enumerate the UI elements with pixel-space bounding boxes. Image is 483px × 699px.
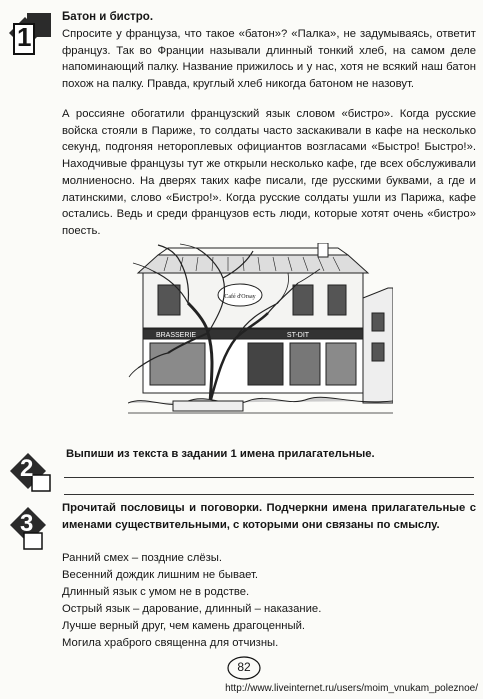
footer-url[interactable]: http://www.liveinternet.ru/users/moim_vnukam_poleznoe/ [225,683,478,694]
task-2-number: 2 [20,455,34,482]
proverb-2: Весенний дождик лишним не бывает. [62,569,259,581]
proverb-3: Длинный язык с умом не в родстве. [62,586,250,598]
proverb-4: Острый язык – дарование, длинный – наказание. [62,603,322,615]
proverb-1: Ранний смех – поздние слёзы. [62,552,223,564]
task-2-badge [6,449,54,493]
illustration-sign-2: BRASSERIE [155,332,197,339]
proverb-5: Лучше верный друг, чем камень драгоценный. [62,620,306,632]
answer-line-2 [64,494,474,495]
proverb-6: Могила храброго священна для отчизны. [62,637,279,649]
task-3-number: 3 [20,510,34,537]
task-1-badge [5,9,53,61]
illustration-sign-1: Café d'Orsay [224,294,256,300]
task-2-instruction: Выпиши из текста в задании 1 имена прилагательные. [66,448,375,460]
answer-line-1 [64,477,474,478]
task-1-title: Батон и бистро. [62,11,154,23]
cafe-illustration [128,243,393,425]
task-1-paragraph-1: Спросите у француза, что такое «батон»? «Палка», не задумываясь, ответит француз. Так во Франции называли длинный тонкий хлеб, на самом деле напоминающий палку. Название прижилось и у нас, хотя не всякий наш батон похож на палку. Правда, круглый хлеб никогда батоном не назовут. [62,28,476,91]
illustration-sign-3: ST-DIT [286,332,310,339]
task-1-number: 1 [17,22,32,52]
task-1-paragraph-2: А россияне обогатили французский язык словом «бистро». Когда русские войска стояли в Париже, то солдаты часто заскакивали в кафе на несколько секунд, подгоняя нетороплевых официантов возгласами «Быстро! Быстро!». Находчивые французы тут же открыли несколько кафе, где всех обслуживали молниеносно. На дверях таких кафе писали, где русскими буквами, а где и латинскими, слово «Бистро!». Когда русские солдаты ушли из Парижа, кафе остались. Ведь и среди французов есть люди, которые хотят очень «бистро» поесть. [62,108,476,237]
task-3-instruction: Прочитай пословицы и поговорки. Подчеркни имена прилагательные с именами существительными, с которыми они связаны по смыслу. [62,502,476,531]
page-number-text: 82 [237,660,251,674]
page-number [226,655,262,681]
task-3-badge [6,503,54,551]
